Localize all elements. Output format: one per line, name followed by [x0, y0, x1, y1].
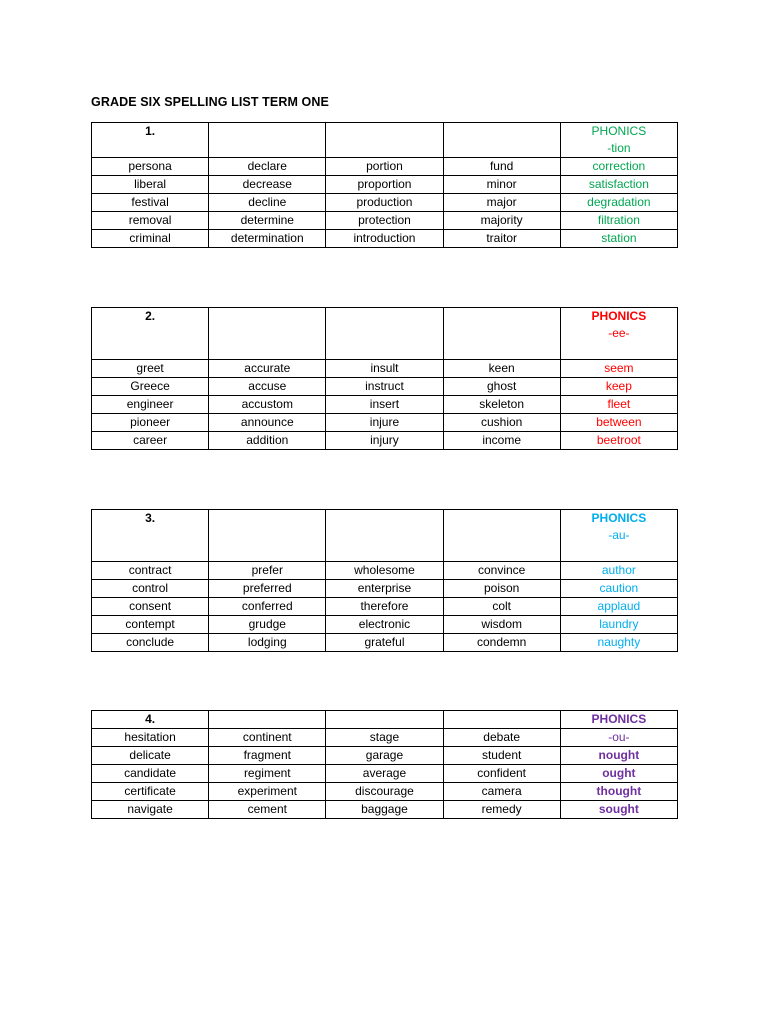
phonics-word-cell: sought	[560, 801, 677, 819]
table-row	[92, 176, 678, 194]
phonics-word-cell: degradation	[560, 194, 677, 212]
phonics-word-cell: between	[560, 414, 677, 432]
word-cell: insert	[326, 396, 443, 414]
word-cell: announce	[209, 414, 326, 432]
word-cell: traitor	[443, 230, 560, 248]
word-cell: prefer	[209, 562, 326, 580]
phonics-label: PHONICS	[591, 511, 647, 525]
word-cell: introduction	[326, 230, 443, 248]
table-row	[92, 580, 678, 598]
word-cell: skeleton	[443, 396, 560, 414]
phonics-label: PHONICS	[591, 309, 647, 323]
word-cell: portion	[326, 158, 443, 176]
empty-cell	[209, 308, 326, 360]
phonics-label: PHONICS	[560, 711, 677, 729]
word-cell: delicate	[92, 747, 209, 765]
word-cell: remedy	[443, 801, 560, 819]
table-row	[92, 598, 678, 616]
empty-cell	[209, 123, 326, 158]
word-cell: addition	[209, 432, 326, 450]
table-row	[92, 616, 678, 634]
empty-cell	[326, 711, 443, 729]
word-cell: therefore	[326, 598, 443, 616]
phonics-word-cell: thought	[560, 783, 677, 801]
phonics-word-cell: correction	[560, 158, 677, 176]
word-cell: contract	[92, 562, 209, 580]
table-row	[92, 378, 678, 396]
phonics-word-cell: fleet	[560, 396, 677, 414]
word-cell: experiment	[209, 783, 326, 801]
word-cell: average	[326, 765, 443, 783]
table-row	[92, 801, 678, 819]
phonics-word-cell: author	[560, 562, 677, 580]
phonics-word-cell: caution	[560, 580, 677, 598]
word-cell: confident	[443, 765, 560, 783]
word-cell: candidate	[92, 765, 209, 783]
word-cell: accustom	[209, 396, 326, 414]
word-cell: fund	[443, 158, 560, 176]
word-cell: preferred	[209, 580, 326, 598]
word-cell: discourage	[326, 783, 443, 801]
word-cell: debate	[443, 729, 560, 747]
table-row	[92, 783, 678, 801]
phonics-word-cell: laundry	[560, 616, 677, 634]
word-cell: insult	[326, 360, 443, 378]
word-cell: injury	[326, 432, 443, 450]
word-cell: accurate	[209, 360, 326, 378]
word-cell: greet	[92, 360, 209, 378]
phonics-sound: -ou-	[560, 729, 677, 747]
word-cell: declare	[209, 158, 326, 176]
word-cell: stage	[326, 729, 443, 747]
empty-cell	[443, 711, 560, 729]
word-cell: lodging	[209, 634, 326, 652]
empty-cell	[326, 308, 443, 360]
spelling-table-4	[91, 710, 678, 819]
empty-cell	[443, 510, 560, 562]
word-cell: contempt	[92, 616, 209, 634]
phonics-word-cell: beetroot	[560, 432, 677, 450]
word-cell: injure	[326, 414, 443, 432]
phonics-word-cell: station	[560, 230, 677, 248]
word-cell: certificate	[92, 783, 209, 801]
list-number: 4.	[92, 711, 209, 729]
word-cell: majority	[443, 212, 560, 230]
empty-cell	[209, 510, 326, 562]
table-row	[92, 396, 678, 414]
list-number: 3.	[92, 510, 209, 562]
phonics-word-cell: keep	[560, 378, 677, 396]
word-cell: enterprise	[326, 580, 443, 598]
empty-cell	[326, 510, 443, 562]
word-cell: control	[92, 580, 209, 598]
word-cell: baggage	[326, 801, 443, 819]
table-row	[92, 414, 678, 432]
word-cell: consent	[92, 598, 209, 616]
word-cell: determination	[209, 230, 326, 248]
word-cell: proportion	[326, 176, 443, 194]
word-cell: fragment	[209, 747, 326, 765]
table-row	[92, 765, 678, 783]
table-row	[92, 562, 678, 580]
word-cell: convince	[443, 562, 560, 580]
word-cell: hesitation	[92, 729, 209, 747]
word-cell: career	[92, 432, 209, 450]
table-row	[92, 212, 678, 230]
word-cell: persona	[92, 158, 209, 176]
word-cell: cement	[209, 801, 326, 819]
word-cell: production	[326, 194, 443, 212]
phonics-word-cell: naughty	[560, 634, 677, 652]
phonics-header	[560, 308, 677, 360]
word-cell: electronic	[326, 616, 443, 634]
table-row	[92, 432, 678, 450]
phonics-word-cell: nought	[560, 747, 677, 765]
phonics-word-cell: ought	[560, 765, 677, 783]
word-cell: income	[443, 432, 560, 450]
word-cell: minor	[443, 176, 560, 194]
table-row	[92, 747, 678, 765]
table-row	[92, 230, 678, 248]
word-cell: instruct	[326, 378, 443, 396]
word-cell: grateful	[326, 634, 443, 652]
phonics-sound: -ee-	[608, 326, 630, 340]
phonics-sound: -au-	[608, 528, 630, 542]
word-cell: ghost	[443, 378, 560, 396]
phonics-header	[560, 510, 677, 562]
spelling-table-2	[91, 307, 678, 450]
word-cell: grudge	[209, 616, 326, 634]
word-cell: conferred	[209, 598, 326, 616]
word-cell: continent	[209, 729, 326, 747]
word-cell: determine	[209, 212, 326, 230]
word-cell: navigate	[92, 801, 209, 819]
table-row	[92, 158, 678, 176]
spelling-table-1	[91, 122, 678, 248]
word-cell: poison	[443, 580, 560, 598]
empty-cell	[443, 308, 560, 360]
page-title: GRADE SIX SPELLING LIST TERM ONE	[91, 95, 329, 109]
phonics-word-cell: filtration	[560, 212, 677, 230]
table-row	[92, 194, 678, 212]
word-cell: festival	[92, 194, 209, 212]
word-cell: pioneer	[92, 414, 209, 432]
table-row	[92, 360, 678, 378]
empty-cell	[443, 123, 560, 158]
empty-cell	[209, 711, 326, 729]
spelling-table-3	[91, 509, 678, 652]
word-cell: wisdom	[443, 616, 560, 634]
word-cell: removal	[92, 212, 209, 230]
word-cell: colt	[443, 598, 560, 616]
phonics-word-cell: applaud	[560, 598, 677, 616]
list-number: 1.	[92, 123, 209, 158]
word-cell: keen	[443, 360, 560, 378]
word-cell: student	[443, 747, 560, 765]
table-row	[92, 634, 678, 652]
empty-cell	[326, 123, 443, 158]
phonics-word-cell: seem	[560, 360, 677, 378]
phonics-sound: -tion	[607, 141, 631, 155]
list-number: 2.	[92, 308, 209, 360]
word-cell: decrease	[209, 176, 326, 194]
word-cell: major	[443, 194, 560, 212]
word-cell: wholesome	[326, 562, 443, 580]
word-cell: engineer	[92, 396, 209, 414]
word-cell: liberal	[92, 176, 209, 194]
word-cell: camera	[443, 783, 560, 801]
word-cell: protection	[326, 212, 443, 230]
phonics-header	[560, 123, 677, 158]
phonics-label: PHONICS	[591, 124, 647, 138]
word-cell: garage	[326, 747, 443, 765]
word-cell: regiment	[209, 765, 326, 783]
word-cell: conclude	[92, 634, 209, 652]
phonics-word-cell: satisfaction	[560, 176, 677, 194]
table-row	[92, 729, 678, 747]
word-cell: criminal	[92, 230, 209, 248]
word-cell: condemn	[443, 634, 560, 652]
word-cell: Greece	[92, 378, 209, 396]
word-cell: accuse	[209, 378, 326, 396]
word-cell: cushion	[443, 414, 560, 432]
word-cell: decline	[209, 194, 326, 212]
